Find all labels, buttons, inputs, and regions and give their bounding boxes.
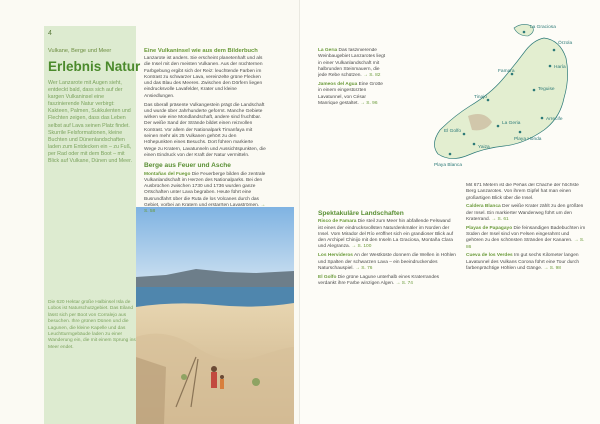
lanzarote-map <box>394 18 600 174</box>
map-marker <box>497 125 500 128</box>
map-label: Yaiza <box>478 145 490 150</box>
page-reference: → S. 74 <box>395 280 413 286</box>
page-reference: → S. 82 <box>363 73 381 79</box>
paragraph: Im gut sechs Kilometer langen Lavatunnel des Vulkans Corona führt eine Tour durch farbenprächtige Höhlen und Gänge. <box>466 253 580 272</box>
map-marker <box>463 133 466 136</box>
text-column-b <box>318 48 386 166</box>
island-map <box>394 18 600 174</box>
map-label: Tinajo <box>474 95 487 100</box>
paragraph: Die steil zum Meer hin abfallende Felswand ist eines der eindrucksvollsten Naturdenkmäler im Norden der Insel. Vom Mirador del Río eröffnet sich ein grandioser Blick auf den Archipel Chinijo mit den Inseln La Graciosa, Montaña Clara und Alegranza. <box>318 219 454 250</box>
paragraph: Die grüne Lagune unterhalb eines Kraterrandes verdankt ihre Farbe winzigen Algen. <box>318 274 440 286</box>
map-marker <box>533 89 536 92</box>
paragraph: Die feinsandigen Badebuchten im Süden der Insel sind von Felsen eingerahmt und gehören zu den schönsten Stränden der Kanaren. <box>466 225 586 244</box>
keyword: La Geria <box>318 48 338 53</box>
keyword: Playas de Papagayo <box>466 225 513 231</box>
section-heading: Eine Vulkaninsel wie aus dem Bilderbuch <box>144 48 258 54</box>
text-column-c <box>318 207 456 424</box>
page-reference: → S. 100 <box>351 244 372 250</box>
map-label: La Geria <box>502 121 521 126</box>
paragraph: Mit 671 Metern ist die Peñas del Chache der höchste Berg Lanzarotes. Von ihrem Gipfel hat man einen großartigen Blick über die Insel. <box>466 183 579 201</box>
map-label: Arrecife <box>546 117 563 122</box>
map-marker <box>553 49 556 52</box>
map-label: La Graciosa <box>530 25 556 30</box>
keyword: Jameos del Agua <box>318 81 358 87</box>
subsection-heading: Berge aus Feuer und Asche <box>144 162 231 170</box>
photo-caption: Die 620 Hektar große Halbinsel Isla de Lobos ist Naturschutzgebiet. Das Eiland lässt sich per Boot von Corralejo aus besuchen. Ihre grünen Dünen und die Lagunen, die kleine Kapelle und das Leuchtturmgebäude laden zu einer Wanderung ein, die mit einem Sprung ins Meer endet. <box>48 300 136 350</box>
map-marker <box>541 117 544 120</box>
map-label: Playa Honda <box>514 137 542 142</box>
keyword: Montañas del Fuego <box>144 171 191 177</box>
page-title: Erlebnis Natur <box>48 59 141 74</box>
keyword: Los Hervideros <box>318 253 353 259</box>
paragraph: Die Feuerberge bilden die zentrale Vulkanlandschaft im Herzen des Nationalparks. Bei den Ausbrüchen zwischen 1730 und 1736 wurden ganze Ortschaften unter Lava begraben. Heute führt eine Busrundfahrt über die Ruta de los Volcanes durch das Gebiet, vorbei an Kratern und erstarrten Lavaströmen. <box>144 171 266 209</box>
island-shape <box>434 38 567 159</box>
map-marker <box>519 131 522 134</box>
chapter-kicker: Vulkane, Berge und Meer <box>48 48 112 54</box>
page-reference: → S. 76 <box>355 265 373 271</box>
keyword: Cueva de los Verdes <box>466 253 513 259</box>
map-label: Haría <box>554 65 566 70</box>
map-label: El Golfo <box>444 129 462 134</box>
map-label: Teguise <box>538 87 555 92</box>
page-reference: → S. 96 <box>360 100 378 106</box>
intro-text: Wer Lanzarote mit Augen sieht, entdeckt bald, dass sich auf der kargen Vulkaninsel eine faszinierende Natur verbirgt: Kakteen, Palmen, Sukkulenten und Flechten zeigen, dass das Leben selbst auf Lava seinen Platz findet. Skurrile Felsformationen, kleine Buchten und Dünenlandschaften laden zum Entdecken ein – zu Fuß, per Rad oder mit dem Boot – mit Blick auf Vulkane, Dünen und Meer. <box>48 80 133 165</box>
page-reference: → S. 98 <box>543 266 561 272</box>
text-column-d <box>466 183 586 424</box>
paragraph: Das faszinierende Weinbaugebiet Lanzarotes liegt in einer Vulkanlandschaft mit halbrunden Steinmauern, die jede Rebe schützen. <box>318 48 386 79</box>
page-number: 4 <box>48 30 52 37</box>
map-marker <box>449 153 452 156</box>
paragraph: An der Westküste donnern die Wellen in Höhlen und Spalten der schwarzen Lava – ein beeindruckendes Naturschauspiel. <box>318 253 456 271</box>
paragraph: Lanzarote ist anders. Sie erscheint planetenhaft und als die Insel mit den meisten Vulkanen. Aus der nüchternen Farbgebung ergibt sich der Reiz: leuchtende Farben im Kontrast zu schwarzer Lava, vereinzelte grüne Flecken und das Blau des Meeres. Zwischen den Dörfern liegen eindrucksvolle Lavafelder, Krater und kleine Ansiedlungen. <box>144 56 263 99</box>
map-marker <box>487 99 490 102</box>
keyword: Caldera Blanca <box>466 204 501 210</box>
map-marker <box>473 143 476 146</box>
map-label: Órzola <box>558 41 573 46</box>
page-reference: → S. 61 <box>491 216 509 222</box>
page-reference: → S. 58 <box>144 203 266 215</box>
text-column-a <box>144 48 266 424</box>
paragraph: Der weiße Krater zählt zu den größten der Insel. Ein markierter Wanderweg führt um den Kraterrand. <box>466 204 584 222</box>
paragraph: Eine Grotte in einem eingestürzten Lavatunnel, von César Manrique gestaltet. <box>318 81 383 106</box>
keyword: Risco de Famara <box>318 219 357 225</box>
map-label: Playa Blanca <box>434 163 462 168</box>
map-label: Famara <box>498 69 515 74</box>
subsection-heading: Spektakuläre Landschaften <box>318 210 404 217</box>
paragraph: Das überall präsente Vulkangestein prägt die Landschaft und wurde über Jahrhunderte geformt. Manche Gebiete wirken wie eine Mondlandschaft, andere sind fruchtbar. Der weiße Sand der Strände bildet einen reizvollen Kontrast. Vor allem der Nationalpark Timanfaya mit seinen mehr als 25 Vulkanen gehört zu den Höhepunkten eines Besuchs. Dort führen markierte Wege zu Kratern, Lavatunneln und Aussichtspunkten, die einen Eindruck von der Kraft der Natur vermitteln. <box>144 102 266 158</box>
map-marker <box>523 31 526 34</box>
page-reference: → S. 86 <box>466 238 585 250</box>
keyword: El Golfo <box>318 274 337 280</box>
map-marker <box>549 65 552 68</box>
